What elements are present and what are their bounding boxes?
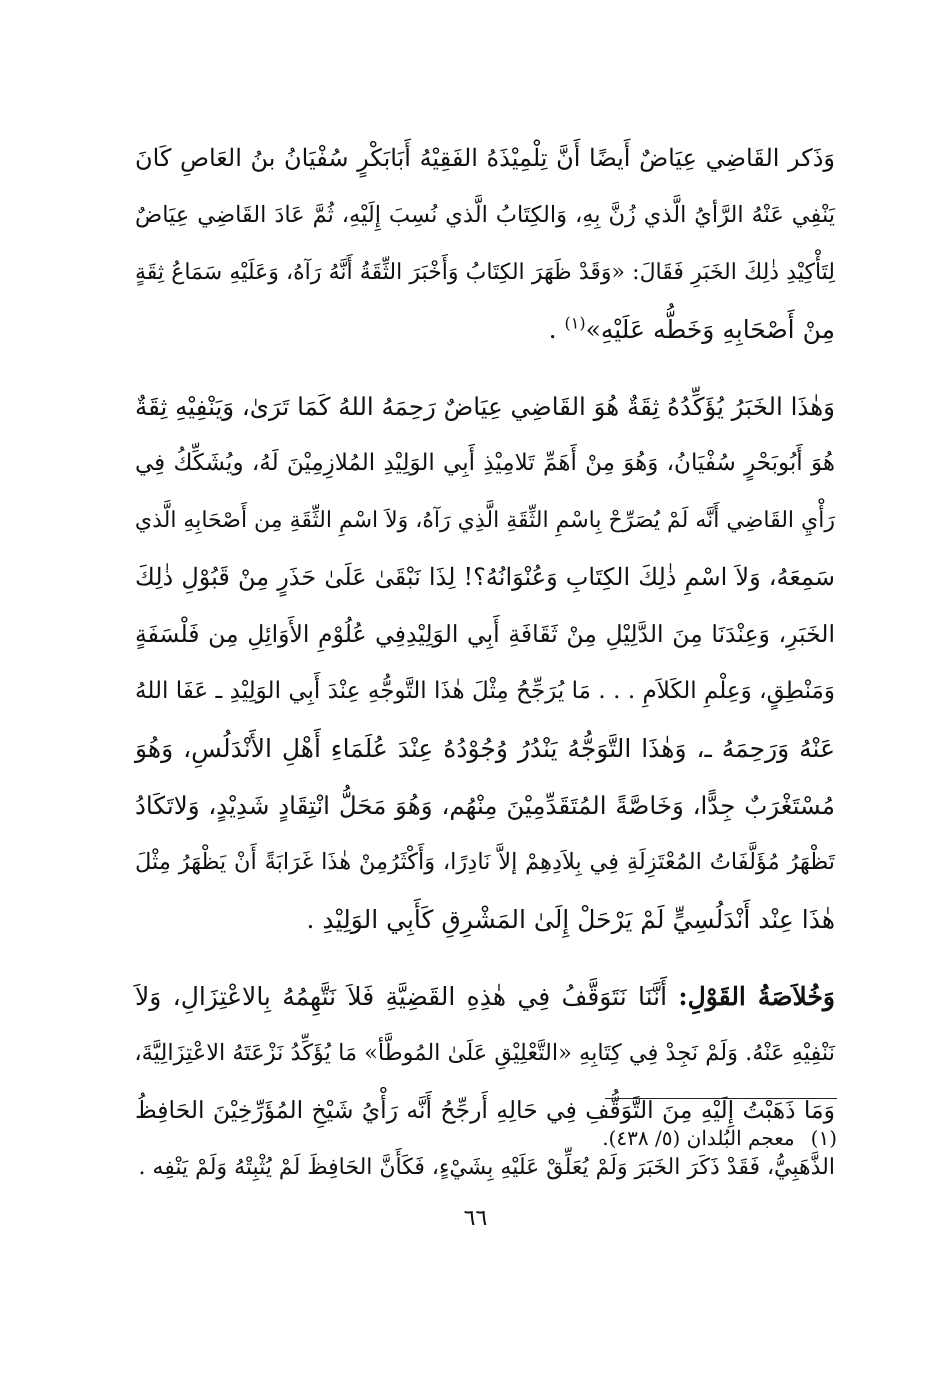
text-line: هٰذَا عِنْد أَنْدَلُسِيٍّ لَمْ يَرْحَلْ إِلَىٰ المَشْرِقِ كَأَبِي الوَلِيْدِ .	[306, 905, 835, 934]
text-line: عَنْهُ وَرَحِمَهُ ـ، وَهٰذَا التَّوَجُّهُ يَنْدُرُ وُجُوْدُهُ عِنْدَ عُلَمَاءِ أَهْلِ الأَنْدَلُسِ، وَهُوَ	[135, 734, 835, 763]
text-line: وَمَا ذَهَبْتُ إِلَيْهِ مِنَ التَّوَقُّفِ فِي حَالِهِ أَرجِّحُ أَنَّه رَأْيُ شَيْخِ المُؤَرِّخِيْنَ الحَافِظُ	[135, 1096, 835, 1124]
paragraph-2	[135, 378, 835, 948]
text-line: نَنْفِيْهِ عَنْهُ. وَلَمْ نَجِدْ فِي كِتَابِهِ «التَّعْلِيْقِ عَلَىٰ المُوطَّأ» مَا يُؤَكِّدُ نَزْعَتَهُ الاعْتِزَالِيَّةَ،	[134, 1040, 835, 1066]
text-line: تَظْهَرُ مُؤَلَّفَاتُ المُعْتَزِلَةِ فِي بِلاَدِهِمْ إلاَّ نَادِرًا، وَأَكْثَرُمِنْ هٰذَا غَرَابَةً أَنْ يَظْهَرُ مِثْلَ	[135, 849, 835, 875]
text-line: وَذَكر القَاضِي عِيَاضٌ أَيضًا أَنَّ تِلْمِيْذَهُ الفَقِيْهُ أَبَابَكْرٍ سُفْيَانُ بنُ العَاصِ كَانَ	[135, 144, 835, 172]
text-line: هُوَ أَبُوبَحْرٍ سُفْيَانُ، وَهُوَ مِنْ أَهَمِّ تَلامِيْذِ أَبِي الوَلِيْدِ المُلازِمِيْنَ لَهُ، ويُشَكِّكُ فِي	[135, 450, 835, 476]
paragraph-1	[135, 130, 835, 358]
conclusion-heading: وَخُلاَصَةُ القَوْلِ:	[678, 982, 836, 1011]
footnote-number: (١)	[810, 1126, 837, 1150]
text-line: وَمَنْطِقٍ، وَعِلْمِ الكَلاَمِ . . . مَا يُرَجِّحُ مِثْلَ هٰذَا التَّوجُّهِ عِنْدَ أَبِي الوَلِيْدِ ـ عَفَا اللهُ	[135, 678, 835, 704]
text-segment: مِنْ أَصْحَابِهِ وَخَطُّه عَلَيْهِ»	[585, 315, 835, 344]
text-line: الخَبَرِ، وَعِنْدَنَا مِنَ الدَّلِيْلِ مِنْ ثَقَافَةِ أَبِي الوَلِيْدِفِي عُلُوْمِ الأَوَائِلِ مِن فَلْسَفَةٍ	[135, 620, 835, 648]
footnote-marker[interactable]: (١)	[564, 313, 586, 333]
text-line: لِتَأْكِيْدِ ذٰلِكَ الخَبَرِ فَقَالَ: «وَقَدْ ظَهَرَ الكِتَابُ وَأَخْبَرَ الثِّقَةُ أَنَّهُ رَآهُ، وَعَلَيْهِ سَمَاعُ ثِقَةٍ	[135, 260, 835, 285]
page-number: ٦٦	[463, 1206, 488, 1231]
paragraph-3	[135, 968, 835, 1196]
footnote-text: معجم البُلدان (٥/ ٤٣٨).	[602, 1126, 795, 1150]
text-segment: أَنَّنَا نَتَوَقَّفُ فِي هٰذِهِ القَضِيَّةِ فَلاَ نَتَّهِمُهُ بِالاعْتِزَالِ، وَلاَ	[135, 982, 679, 1011]
text-line	[135, 301, 835, 358]
text-line: رَأْيِ القَاضِي أَنَّه لَمْ يُصَرِّحْ بِاسْمِ الثِّقَةِ الَّذِي رَآهُ، وَلاَ اسْمِ الثِّقَةِ مِن أَصْحَابِهِ الَّذي	[134, 508, 835, 533]
footnote	[602, 1124, 837, 1152]
footnote-divider	[605, 1098, 837, 1099]
text-line: يَنْفِي عَنْهُ الرَّأيُ الَّذي زُنَّ بِهِ، وَالكِتَابُ الَّذي نُسِبَ إِلَيْهِ، ثُمَّ عَادَ القَاضِي عِيَاضٌ	[135, 202, 835, 228]
text-line	[135, 968, 835, 1025]
sentence-end: .	[548, 315, 565, 344]
main-text	[135, 130, 835, 1196]
text-line: الذَّهَبِيُّ، فَقَدْ ذَكَرَ الخَبَرَ وَلَمْ يُعَلِّقْ عَلَيْهِ بِشَيْءٍ، فَكَأَنَّ الحَافِظَ لَمْ يُثْبِتْهُ وَلَمْ يَنْفِه .	[138, 1155, 835, 1180]
text-line: مُسْتَغْرَبٌ جِدًّا، وَخَاصَّةً المُتَقَدِّمِيْنَ مِنْهُم، وَهُوَ مَحَلُّ انْتِقَادٍ شَدِيْدٍ، وَلاتَكَادُ	[135, 791, 835, 820]
text-line: وَهٰذَا الخَبَرُ يُؤَكِّدُهُ ثِقَةٌ هُوَ القَاضِي عِيَاضٌ رَحِمَهُ اللهُ كَمَا تَرَىٰ، وَيَنْفِيْهِ ثِقَةٌ	[135, 392, 835, 421]
text-line: سَمِعَهُ، وَلاَ اسْمِ ذٰلِكَ الكِتَابِ وَعُنْوَانُهُ؟! لِذَا نَبْقَىٰ عَلَىٰ حَذَرٍ مِنْ قَبُوْلِ ذٰلِكَ	[135, 563, 835, 591]
